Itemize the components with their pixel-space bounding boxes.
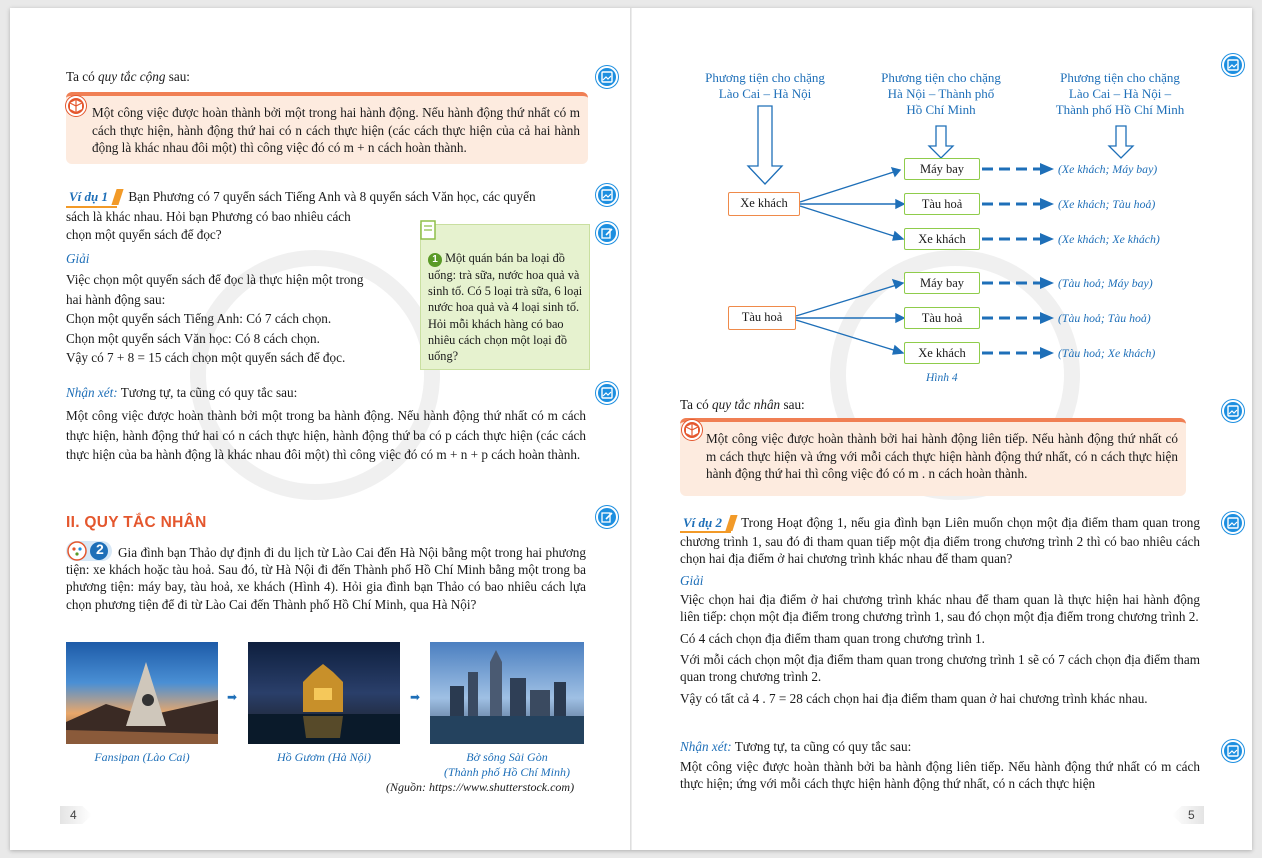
first-leg-train: Tàu hoả (728, 306, 796, 330)
remark-2-intro: Nhận xét: Tương tự, ta cũng có quy tắc sau: (680, 739, 912, 754)
page-number-left: 4 (70, 808, 77, 822)
example-1-line2: sách là khác nhau. Hỏi bạn Phương có bao nhiêu cách (66, 209, 351, 224)
image-icon[interactable] (1222, 400, 1244, 422)
arrow-2-icon: ➡ (410, 690, 421, 704)
mul-rule-text: Một công việc được hoàn thành bởi hai hành động liên tiếp. Nếu hành động thứ nhất có m cách thực hiện và ứng với mỗi cách thực hiện hành động thứ nhất, có n cách thực hiện hành động thứ hai thì công việc đó có m . n cách hoàn thành. (706, 431, 1178, 481)
practice-note-text: 1 Một quán bán ba loại đồ uống: trà sữa, nước hoa quả và sinh tố. Có 5 loại trà sữa, 6 loại nước hoa quả và 4 loại sinh tố. Hỏi mỗi khách hàng có bao nhiêu cách chọn một loại đồ uống? (428, 251, 583, 364)
add-rule-text: Một công việc được hoàn thành bởi một trong hai hành động. Nếu hành động thứ nhất có m cách thực hiện, hành động thứ hai có n cách thực hiện (các cách thực hiện của cả hai hành động là khác nhau đôi một) thì công việc đó có m + n cách hoàn thành. (92, 105, 580, 155)
add-rule-intro: Ta có quy tắc cộng sau: (66, 69, 190, 84)
down-arrow-3 (1109, 126, 1133, 158)
page-number-right: 5 (1188, 808, 1195, 822)
solution-2-text: Việc chọn hai địa điểm ở hai chương trình khác nhau để tham quan là thực hiện hai hành động liên tiếp: chọn một địa điểm trong chương trình 1, sau đó chọn một địa điểm trong chương trình 2. Có 4 cách chọn địa điểm tham quan trong chương trình 1. Với mỗi cách chọn một địa điểm tham quan trong chương trình 1 sẽ có 7 cách chọn địa điểm tham quan trong chương trình 2. Vậy có tất cả 4 . 7 = 28 cách chọn hai địa điểm tham quan ở hai chương trình khác nhau. (680, 592, 1200, 706)
down-arrow-1 (748, 106, 782, 184)
result-4: (Tàu hoả; Máy bay) (1058, 276, 1153, 290)
practice-number: 1 (428, 253, 442, 267)
solution-1-text: Việc chọn một quyển sách để đọc là thực hiện một trong hai hành động sau: Chọn một quyển sách Tiếng Anh: Có 7 cách chọn. Chọn một quyển sách Văn học: Có 8 cách chọn. Vậy có 7 + 8 = 15 cách chọn một quyển sách để đọc. (66, 272, 364, 365)
remark-2-text: Một công việc được hoàn thành bởi ba hành động liên tiếp. Nếu hành động thứ nhất có m cách thực hiện; ứng với mỗi cách thực hiện hành động thứ nhất, có n cách thực hiện (680, 759, 1200, 792)
caption-fansipan: Fansipan (Lào Cai) (94, 750, 190, 764)
image-icon[interactable] (1222, 54, 1244, 76)
image-icon[interactable] (1222, 512, 1244, 534)
down-arrow-2 (929, 126, 953, 158)
solution-label: Giải (66, 251, 90, 266)
second-leg-bus-2: Xe khách (904, 342, 980, 364)
caption-saigon-river: Bờ sông Sài Gòn (Thành phố Hồ Chí Minh) (444, 750, 570, 779)
first-leg-bus: Xe khách (728, 192, 800, 216)
result-2: (Xe khách; Tàu hoả) (1058, 197, 1156, 211)
example-2-text: Ví dụ 2 Trong Hoạt động 1, nếu gia đình bạn Liên muốn chọn một địa điểm tham quan trong chương trình 1, sau đó đi tham quan tiếp một địa điểm trong chương trình 2 thì có bao nhiêu cách chọn hai địa điểm ở hai chương trình khác nhau để tham quan? (680, 515, 1200, 567)
image-source: (Nguồn: https://www.shutterstock.com) (386, 780, 575, 794)
remark-1-intro: Nhận xét: Tương tự, ta cũng có quy tắc sau: (66, 385, 298, 400)
result-3: (Xe khách; Xe khách) (1058, 232, 1160, 246)
activity-number: 2 (96, 541, 104, 557)
figure-caption: Hình 4 (926, 372, 958, 384)
result-5: (Tàu hoả; Tàu hoả) (1058, 311, 1151, 325)
section-heading: II. QUY TẮC NHÂN (66, 514, 207, 531)
remark-1-text: Một công việc được hoàn thành bởi một trong ba hành động. Nếu hành động thứ nhất có m cách thực hiện, hành động thứ hai có n cách thực hiện, hành động thứ ba có p cách thực hiện (các cách thực hiện của ba hành động là khác nhau đôi một) thì công việc đó có m + n + p cách hoàn thành. (66, 408, 586, 462)
result-1: (Xe khách; Máy bay) (1058, 162, 1158, 176)
column-header-leg2: Phương tiện cho chặng Hà Nội – Thành phố Hồ Chí Minh (881, 70, 1001, 117)
caption-ho-guom: Hồ Gươm (Hà Nội) (277, 750, 371, 764)
second-leg-plane-2: Máy bay (904, 272, 980, 294)
example-1-line1: Ví dụ 1 Bạn Phương có 7 quyển sách Tiếng Anh và 8 quyển sách Văn học, các quyển (66, 188, 586, 208)
second-leg-bus-1: Xe khách (904, 228, 980, 250)
solution-2-label: Giải (680, 573, 704, 588)
second-leg-train-2: Tàu hoả (904, 307, 980, 329)
example-1-label: Ví dụ 1 (66, 188, 117, 208)
second-leg-plane-1: Máy bay (904, 158, 980, 180)
example-1-line3: chọn một quyển sách để đọc? (66, 227, 222, 242)
arrow-1-icon: ➡ (227, 690, 238, 704)
mul-rule-intro: Ta có quy tắc nhân sau: (680, 397, 805, 412)
result-6: (Tàu hoả; Xe khách) (1058, 346, 1156, 360)
example-2-label: Ví dụ 2 (680, 514, 731, 533)
cube-icon (682, 420, 702, 440)
image-icon[interactable] (1222, 740, 1244, 762)
second-leg-train-1: Tàu hoả (904, 193, 980, 215)
activity-text: Gia đình bạn Thảo dự định đi du lịch từ Lào Cai đến Hà Nội bằng một trong hai phương tiện: xe khách hoặc tàu hoả. Sau đó, từ Hà Nội đi đến Thành phố Hồ Chí Minh bằng một trong ba phương tiện: máy bay, tàu hoả, xe khách (Hình 4). Hỏi gia đình bạn Thảo có bao nhiêu cách lựa chọn phương tiện để đi từ Lào Cai đến Thành phố Hồ Chí Minh, qua Hà Nội? (66, 545, 586, 612)
column-header-combined: Phương tiện cho chặng Lào Cai – Hà Nội – Thành phố Hồ Chí Minh (1055, 70, 1185, 117)
column-header-leg1: Phương tiện cho chặng Lào Cai – Hà Nội (705, 70, 825, 101)
